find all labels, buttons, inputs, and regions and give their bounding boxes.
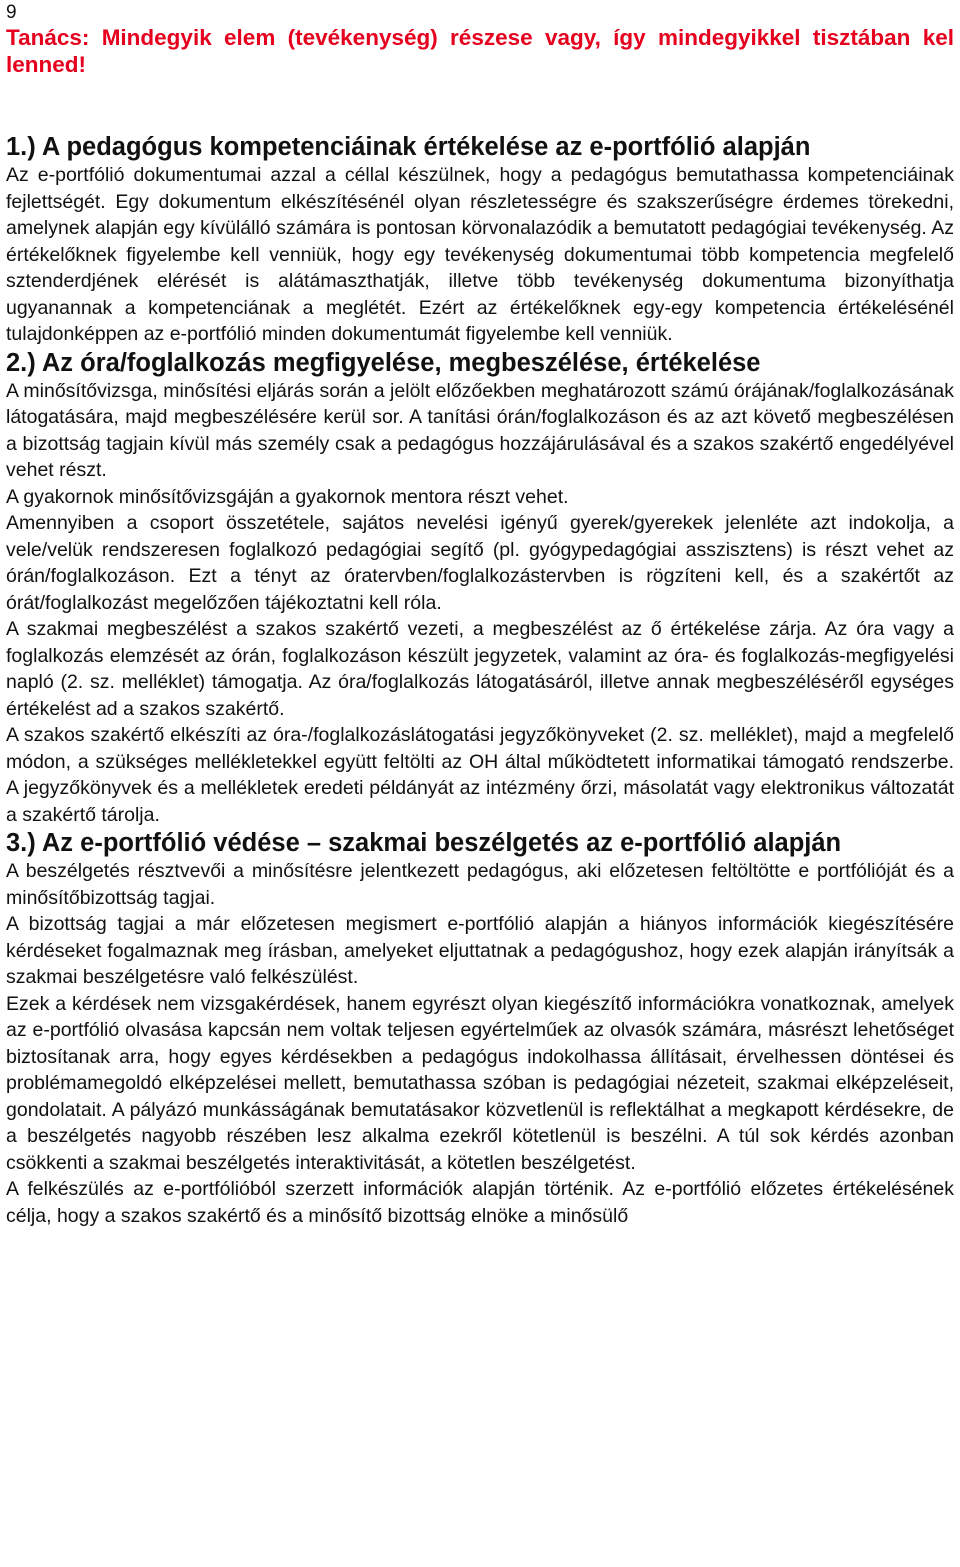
paragraph: Az e-portfólió dokumentumai azzal a céllal készülnek, hogy a pedagógus bemutathassa kompetenciáinak fejlettségét. Egy dokumentum elkészítésénél olyan részletességre és szakszerűségre érdemes törekedni, amelynek alapján egy kívülálló számára is pontosan körvonalazódik a bemutatott pedagógiai tevékenység. Az értékelőknek figyelembe kell venniük, hogy egy tevékenység dokumentumai több kompetencia megfelelő sztenderdjének elérését is alátámaszthatják, illetve több tevékenység dokumentuma bizonyíthatja ugyanannak a kompetenciának a meglétét. Ezért az értékelőknek egy-egy kompetencia értékelésénél tulajdonképpen az e-portfólió minden dokumentumát figyelembe kell venniük. (6, 164, 954, 345)
section-heading: 2.) Az óra/foglalkozás megfigyelése, megbeszélése, értékelése (6, 348, 761, 377)
paragraph: A gyakornok minősítővizsgáján a gyakornok mentora részt vehet. (6, 485, 569, 508)
section-portfolio-defense (6, 828, 954, 1229)
paragraph: A felkészülés az e-portfólióból szerzett információk alapján történik. Az e-portfólió előzetes értékelésének célja, hogy a szakos szakértő és a minősítő bizottság elnöke a minősülő (6, 1178, 954, 1227)
paragraph: A szakos szakértő elkészíti az óra-/foglalkozáslátogatási jegyzőkönyveket (2. sz. melléklet), majd a megfelelő módon, a szükséges mellékletekkel együtt feltölti az OH által működtetett informatikai támogató rendszerbe. A jegyzőkönyvek és a mellékletek eredeti példányát az intézmény őrzi, másolatát vagy elektronikus változatát a szakértő tárolja. (6, 724, 954, 826)
paragraph: Amennyiben a csoport összetétele, sajátos nevelési igényű gyerek/gyerekek jelenléte azt indokolja, a vele/velük rendszeresen foglalkozó pedagógiai segítő (pl. gyógypedagógiai asszisztens) is részt vehet az órán/foglalkozáson. Ezt a tényt az óratervben/foglalkozástervben is rögzíteni kell, és a szakértőt az órát/foglalkozást megelőzően tájékoztatni kell róla. (6, 512, 954, 614)
section-portfolio-evaluation (6, 132, 954, 348)
paragraph: Ezek a kérdések nem vizsgakérdések, hanem egyrészt olyan kiegészítő információkra vonatkoznak, amelyek az e-portfólió olvasása kapcsán nem voltak teljesen egyértelműek az olvasók számára, másrészt lehetőséget biztosítanak arra, hogy egyes kérdésekben a pedagógus indokolhassa állításait, érvelhessen döntései és problémamegoldó elképzelései mellett, bemutathassa szóban is pedagógiai nézeteit, szakmai elképzeléseit, gondolatait. A pályázó munkásságának bemutatásakor közvetlenül is reflektálhat a megkapott kérdésekre, de a beszélgetés nagyobb részében lesz alkalma ezekről kötetlenül is beszélni. A túl sok kérdés azonban csökkenti a szakmai beszélgetés interaktivitását, a kötetlen beszélgetést. (6, 992, 954, 1174)
paragraph: A minősítővizsga, minősítési eljárás során a jelölt előzőekben meghatározott számú órájának/foglalkozásának látogatására, majd megbeszélésére kerül sor. A tanítási órán/foglalkozáson és az azt követő megbeszélésen a bizottság tagjain kívül más személy csak a pedagógus hozzájárulásával és a szakos szakértő engedélyével vehet részt. (6, 379, 954, 481)
tip-text: Tanács: Mindegyik elem (tevékenység) részese vagy, így mindegyikkel tisztában kel lenned! (6, 25, 954, 77)
paragraph: A szakmai megbeszélést a szakos szakértő vezeti, a megbeszélést az ő értékelése zárja. Az óra vagy a foglalkozás elemzését az órán, foglalkozáson készült jegyzetek, valamint az óra- és foglalkozás-megfigyelési napló (2. sz. melléklet) támogatja. Az óra/foglalkozás látogatásáról, illetve annak megbeszéléséről egységes értékelést ad a szakos szakértő. (6, 618, 954, 720)
paragraph: A beszélgetés résztvevői a minősítésre jelentkezett pedagógus, aki előzetesen feltöltötte e portfólióját és a minősítőbizottság tagjai. (6, 860, 954, 909)
section-heading: 3.) Az e-portfólió védése – szakmai beszélgetés az e-portfólió alapján (6, 829, 842, 857)
paragraph: A bizottság tagjai a már előzetesen megismert e-portfólió alapján a hiányos információk kiegészítésére kérdéseket fogalmaznak meg írásban, amelyeket eljuttatnak a pedagógushoz, hogy ezek alapján irányítsák a szakmai beszélgetésre való felkészülést. (6, 913, 954, 988)
section-heading: 1.) A pedagógus kompetenciáinak értékelése az e-portfólió alapján (6, 133, 811, 161)
blank-space (6, 78, 954, 132)
section-lesson-observation (6, 348, 954, 829)
page-number: 9 (6, 2, 17, 23)
